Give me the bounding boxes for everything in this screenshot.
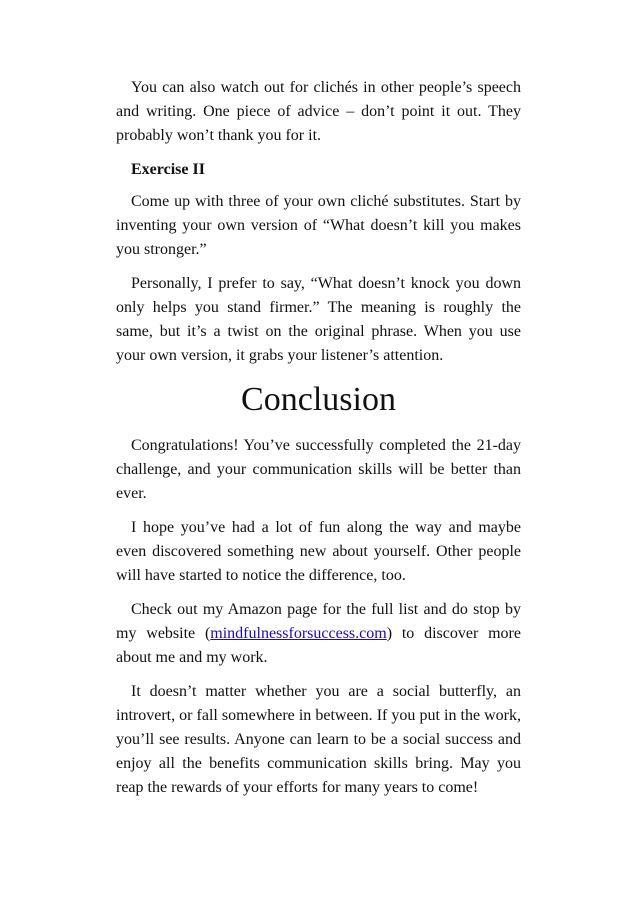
congratulations-paragraph: Congratulations! You’ve successfully completed the 21-day challenge, and your communication skills will be better than ever. xyxy=(116,437,521,502)
exercise-heading: Exercise II xyxy=(131,161,205,178)
closing-paragraph: It doesn’t matter whether you are a social butterfly, an introvert, or fall somewhere in between. If you put in the work, you’ll see results. Anyone can learn to be a social success and enjoy all the benefits communication skills bring. May you reap the rewards of your efforts for many years to come! xyxy=(116,683,521,796)
website-paragraph xyxy=(116,598,521,670)
website-text-after: ) to discover more about me and my work. xyxy=(116,625,521,666)
hope-paragraph: I hope you’ve had a lot of fun along the way and maybe even discovered something new about yourself. Other people will have started to notice the difference, too. xyxy=(116,519,521,584)
cliche-advice-paragraph: You can also watch out for clichés in other people’s speech and writing. One piece of advice – don’t point it out. They probably won’t thank you for it. xyxy=(116,79,521,144)
website-text-before: Check out my Amazon page for the full list and do stop by my website ( xyxy=(116,601,521,642)
conclusion-heading: Conclusion xyxy=(241,381,396,418)
exercise-example-paragraph: Personally, I prefer to say, “What doesn’t knock you down only helps you stand firmer.” The meaning is roughly the same, but it’s a twist on the original phrase. When you use your own version, it grabs your listener’s attention. xyxy=(116,275,521,364)
document-page xyxy=(116,76,521,810)
website-link[interactable]: mindfulnessforsuccess.com xyxy=(210,625,387,642)
exercise-instruction-paragraph: Come up with three of your own cliché substitutes. Start by inventing your own version of “What doesn’t kill you makes you stronger.” xyxy=(116,193,521,258)
